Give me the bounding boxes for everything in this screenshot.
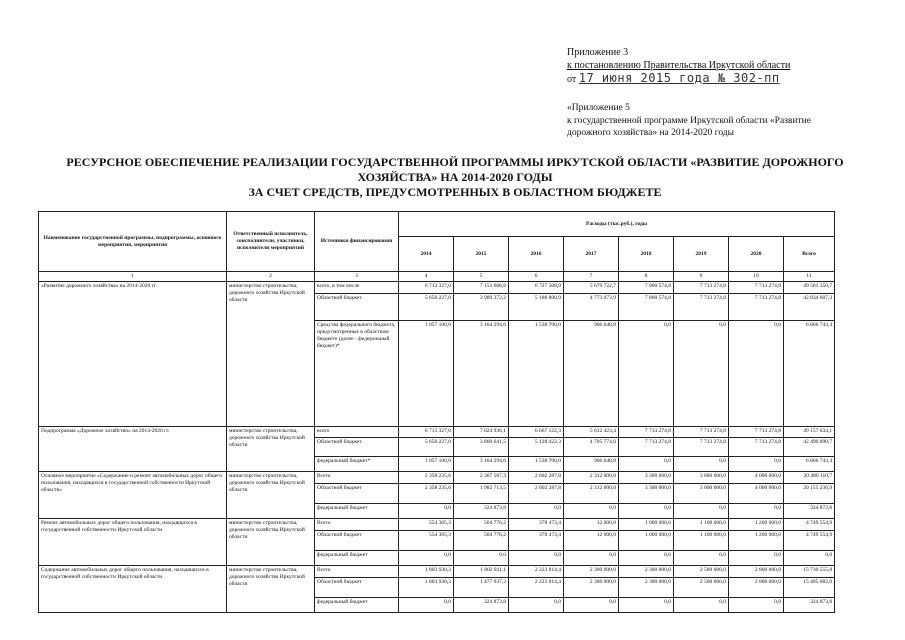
- amount-cell: 2 800 000,0: [729, 578, 784, 598]
- header-expenses: Расходы (тыс.руб.), годы: [399, 212, 835, 237]
- amount-cell: 2 223 814,4: [509, 566, 564, 578]
- column-number: 5: [454, 272, 509, 282]
- amount-cell: 324 873,8: [784, 598, 835, 613]
- column-number: 11: [784, 272, 835, 282]
- amount-cell: 554 305,3: [399, 531, 454, 551]
- amount-cell: 0,0: [729, 504, 784, 519]
- amount-cell: 906 648,8: [564, 457, 619, 472]
- source-cell: Областной бюджет: [315, 484, 399, 504]
- amount-cell: 1 477 937,3: [454, 578, 509, 598]
- program-name-cell: «Развитие дорожного хозяйства» на 2014-2020 гг.: [39, 282, 227, 427]
- executor-cell: министерство строительства, дорожного хозяйства Иркутской области: [227, 282, 315, 427]
- amount-cell: 554 305,3: [399, 519, 454, 531]
- amount-cell: 0,0: [674, 457, 729, 472]
- header-source: Источники финансирования: [315, 212, 399, 272]
- column-number: 2: [227, 272, 315, 282]
- amount-cell: 49 501 350,7: [784, 282, 835, 294]
- amount-cell: 1 803 930,3: [399, 566, 454, 578]
- executor-cell: министерство строительства, дорожного хозяйства Иркутской области: [227, 427, 315, 472]
- amount-cell: 6 667 122,3: [509, 427, 564, 438]
- amount-cell: 0,0: [619, 504, 674, 519]
- amount-cell: 7 800 574,8: [619, 282, 674, 294]
- amount-cell: 2 800 000,0: [729, 566, 784, 578]
- amount-cell: 6 713 327,0: [399, 282, 454, 294]
- appendix-3-date-prefix: от: [567, 74, 577, 85]
- amount-cell: 6 666 743,4: [784, 457, 835, 472]
- source-cell: федеральный бюджет: [315, 504, 399, 519]
- amount-cell: 3 600 000,0: [674, 484, 729, 504]
- source-cell: Областной бюджет: [315, 438, 399, 457]
- amount-cell: 4 000 000,0: [729, 472, 784, 484]
- amount-cell: 2 358 235,6: [399, 484, 454, 504]
- amount-cell: 1 982 713,5: [454, 484, 509, 504]
- amount-cell: 5 656 227,0: [399, 438, 454, 457]
- amount-cell: 1 100 000,0: [674, 531, 729, 551]
- amount-cell: 2 223 814,4: [509, 578, 564, 598]
- amount-cell: 7 713 274,8: [619, 427, 674, 438]
- amount-cell: 7 713 274,8: [674, 282, 729, 294]
- resource-table: [38, 211, 835, 613]
- amount-cell: 4 000 000,0: [729, 484, 784, 504]
- amount-cell: 2 312 000,0: [564, 472, 619, 484]
- amount-cell: 1 538 700,0: [509, 457, 564, 472]
- amount-cell: 0,0: [729, 598, 784, 613]
- amount-cell: 7 713 274,8: [729, 438, 784, 457]
- amount-cell: 1 000 000,0: [619, 531, 674, 551]
- amount-cell: 7 713 274,8: [674, 427, 729, 438]
- amount-cell: 378 473,4: [509, 519, 564, 531]
- source-cell: Всего: [315, 566, 399, 578]
- amount-cell: 6 666 743,4: [784, 321, 835, 427]
- table-row: [39, 282, 835, 294]
- header-executor: Ответственный исполнитель, соисполнители, участники, исполнители мероприятий: [227, 212, 315, 272]
- amount-cell: 324 873,8: [784, 504, 835, 519]
- table-row: [39, 519, 835, 531]
- amount-cell: 0,0: [399, 598, 454, 613]
- amount-cell: 7 713 274,8: [674, 294, 729, 321]
- program-name-cell: Содержание автомобильных дорог общего пользования, находящихся в государственной собственности Иркутской области: [39, 566, 227, 613]
- program-name-cell: Подпрограмма «Дорожное хозяйство» на 2014-2020 гг.: [39, 427, 227, 472]
- amount-cell: 2 500 000,0: [674, 566, 729, 578]
- column-number: 4: [399, 272, 454, 282]
- appendix-3-decree: к постановлению Правительства Иркутской области: [567, 60, 791, 71]
- amount-cell: 3 860 641,5: [454, 438, 509, 457]
- amount-cell: 1 538 700,0: [509, 321, 564, 427]
- amount-cell: 324 873,8: [454, 598, 509, 613]
- header-year: 2016: [509, 237, 564, 272]
- program-name-cell: Основное мероприятие «Содержание и ремонт автомобильных дорог общего пользования, находящихся в государственной собственности Иркутской области»: [39, 472, 227, 519]
- source-cell: Всего: [315, 472, 399, 484]
- appendix-3-title: Приложение 3: [567, 47, 629, 58]
- amount-cell: 3 300 000,0: [619, 472, 674, 484]
- amount-cell: 0,0: [509, 504, 564, 519]
- header-year: 2018: [619, 237, 674, 272]
- executor-cell: министерство строительства, дорожного хозяйства Иркутской области: [227, 519, 315, 566]
- amount-cell: 3 300 000,0: [619, 484, 674, 504]
- header-row-1: [39, 212, 835, 237]
- amount-cell: 0,0: [729, 457, 784, 472]
- amount-cell: 504 776,2: [454, 531, 509, 551]
- amount-cell: 6 713 327,0: [399, 427, 454, 438]
- amount-cell: 0,0: [674, 504, 729, 519]
- amount-cell: 20 155 236,9: [784, 484, 835, 504]
- appendix-3-date-line: [567, 72, 790, 86]
- title-line-1: РЕСУРСНОЕ ОБЕСПЕЧЕНИЕ РЕАЛИЗАЦИИ ГОСУДАРСТВЕННОЙ ПРОГРАММЫ ИРКУТСКОЙ ОБЛАСТИ «РАЗВИТИЕ ДОРОЖНОГО: [66, 155, 844, 169]
- appendix-3-header: [567, 46, 790, 86]
- table-row: [39, 427, 835, 438]
- header-year: 2015: [454, 237, 509, 272]
- amount-cell: 2 602 287,8: [509, 484, 564, 504]
- source-cell: всего: [315, 427, 399, 438]
- amount-cell: 3 164 294,6: [454, 457, 509, 472]
- amount-cell: 2 300 000,0: [619, 578, 674, 598]
- header-year: 2017: [564, 237, 619, 272]
- amount-cell: 12 000,0: [564, 531, 619, 551]
- amount-cell: 20 480 110,7: [784, 472, 835, 484]
- amount-cell: 2 300 000,0: [564, 578, 619, 598]
- amount-cell: 1 057 100,0: [399, 321, 454, 427]
- amount-cell: 0,0: [674, 551, 729, 566]
- amount-cell: 0,0: [399, 504, 454, 519]
- amount-cell: 7 713 274,8: [729, 294, 784, 321]
- amount-cell: 2 602 287,8: [509, 472, 564, 484]
- amount-cell: 7 713 274,8: [729, 282, 784, 294]
- amount-cell: 906 648,8: [564, 321, 619, 427]
- amount-cell: 4 773 073,9: [564, 294, 619, 321]
- column-number: 3: [315, 272, 399, 282]
- appendix-5-line2: к государственной программе Иркутской области «Развитие: [567, 115, 811, 126]
- amount-cell: 0,0: [674, 321, 729, 427]
- source-cell: Областной бюджет: [315, 578, 399, 598]
- title-line-3: ЗА СЧЕТ СРЕДСТВ, ПРЕДУСМОТРЕННЫХ В ОБЛАСТНОМ БЮДЖЕТЕ: [248, 185, 662, 199]
- amount-cell: 0,0: [619, 321, 674, 427]
- table-row: [39, 472, 835, 484]
- amount-cell: 0,0: [399, 551, 454, 566]
- amount-cell: 504 776,2: [454, 519, 509, 531]
- amount-cell: 324 873,8: [454, 504, 509, 519]
- amount-cell: 12 000,0: [564, 519, 619, 531]
- header-year: 2019: [674, 237, 729, 272]
- amount-cell: 6 727 508,9: [509, 282, 564, 294]
- column-number-row: [39, 272, 835, 282]
- amount-cell: 2 500 000,0: [674, 578, 729, 598]
- source-cell: федеральный бюджет: [315, 598, 399, 613]
- source-cell: Всего: [315, 519, 399, 531]
- amount-cell: 2 307 587,3: [454, 472, 509, 484]
- amount-cell: 0,0: [564, 551, 619, 566]
- amount-cell: 42 834 607,3: [784, 294, 835, 321]
- amount-cell: 7 153 666,8: [454, 282, 509, 294]
- amount-cell: 0,0: [674, 598, 729, 613]
- amount-cell: 2 358 235,6: [399, 472, 454, 484]
- amount-cell: 1 200 000,0: [729, 531, 784, 551]
- header-year: 2020: [729, 237, 784, 272]
- source-cell: Областной бюджет: [315, 531, 399, 551]
- amount-cell: 5 128 422,3: [509, 438, 564, 457]
- executor-cell: министерство строительства, дорожного хозяйства Иркутской области: [227, 472, 315, 519]
- source-cell: федеральный бюджет: [315, 551, 399, 566]
- amount-cell: 5 612 423,4: [564, 427, 619, 438]
- amount-cell: 49 157 634,1: [784, 427, 835, 438]
- program-name-cell: Ремонт автомобильных дорог общего пользования, находящихся в государственной собственности Иркутской области: [39, 519, 227, 566]
- amount-cell: 0,0: [619, 551, 674, 566]
- amount-cell: 0,0: [509, 598, 564, 613]
- amount-cell: 4 749 554,9: [784, 531, 835, 551]
- amount-cell: 1 802 811,1: [454, 566, 509, 578]
- amount-cell: 3 600 000,0: [674, 472, 729, 484]
- amount-cell: 5 679 722,7: [564, 282, 619, 294]
- amount-cell: 4 749 554,9: [784, 519, 835, 531]
- amount-cell: 7 024 936,1: [454, 427, 509, 438]
- amount-cell: 0,0: [564, 598, 619, 613]
- column-number: 9: [674, 272, 729, 282]
- amount-cell: 0,0: [564, 504, 619, 519]
- column-number: 6: [509, 272, 564, 282]
- amount-cell: 378 473,4: [509, 531, 564, 551]
- appendix-5-line3: дорожного хозяйства» на 2014-2020 годы: [567, 128, 735, 138]
- amount-cell: 4 705 774,6: [564, 438, 619, 457]
- amount-cell: 1 057 100,0: [399, 457, 454, 472]
- column-number: 7: [564, 272, 619, 282]
- amount-cell: 15 730 555,8: [784, 566, 835, 578]
- amount-cell: 7 713 274,8: [674, 438, 729, 457]
- amount-cell: 0,0: [784, 551, 835, 566]
- source-cell: Средства федерального бюджета, предусмотренные в областном бюджете (далее - федеральный бюджет)*: [315, 321, 399, 427]
- appendix-5-title: «Приложение 5: [567, 103, 630, 113]
- appendix-3-date-number: 17 июня 2015 года № 302-пп: [578, 71, 780, 85]
- amount-cell: 2 312 000,0: [564, 484, 619, 504]
- column-number: 10: [729, 272, 784, 282]
- amount-cell: 15 405 682,0: [784, 578, 835, 598]
- source-cell: Областной бюджет: [315, 294, 399, 321]
- header-name: Наименование государственной программы, подпрограммы, основного мероприятия, мероприятия: [39, 212, 227, 272]
- amount-cell: 2 300 000,0: [619, 566, 674, 578]
- executor-cell: министерство строительства, дорожного хозяйства Иркутской области: [227, 566, 315, 613]
- amount-cell: 0,0: [619, 598, 674, 613]
- amount-cell: 42 490 890,7: [784, 438, 835, 457]
- amount-cell: 5 188 808,9: [509, 294, 564, 321]
- amount-cell: 7 713 274,8: [729, 427, 784, 438]
- document-title: [40, 155, 870, 200]
- amount-cell: 0,0: [729, 551, 784, 566]
- appendix-5-header: [567, 102, 867, 140]
- amount-cell: 5 656 227,0: [399, 294, 454, 321]
- amount-cell: 7 713 274,8: [619, 438, 674, 457]
- amount-cell: 3 164 294,6: [454, 321, 509, 427]
- source-cell: всего, в том числе: [315, 282, 399, 294]
- source-cell: федеральный бюджет*: [315, 457, 399, 472]
- amount-cell: 0,0: [509, 551, 564, 566]
- column-number: 8: [619, 272, 674, 282]
- table-row: [39, 566, 835, 578]
- column-number: 1: [39, 272, 227, 282]
- amount-cell: 0,0: [619, 457, 674, 472]
- amount-cell: 0,0: [454, 551, 509, 566]
- header-year: 2014: [399, 237, 454, 272]
- amount-cell: 2 300 000,0: [564, 566, 619, 578]
- amount-cell: 3 989 372,2: [454, 294, 509, 321]
- amount-cell: 1 803 930,3: [399, 578, 454, 598]
- amount-cell: 0,0: [729, 321, 784, 427]
- amount-cell: 1 000 000,0: [619, 519, 674, 531]
- header-year: Всего: [784, 237, 835, 272]
- amount-cell: 1 200 000,0: [729, 519, 784, 531]
- title-line-2: ХОЗЯЙСТВА» НА 2014-2020 ГОДЫ: [357, 170, 553, 184]
- amount-cell: 7 800 574,8: [619, 294, 674, 321]
- amount-cell: 1 100 000,0: [674, 519, 729, 531]
